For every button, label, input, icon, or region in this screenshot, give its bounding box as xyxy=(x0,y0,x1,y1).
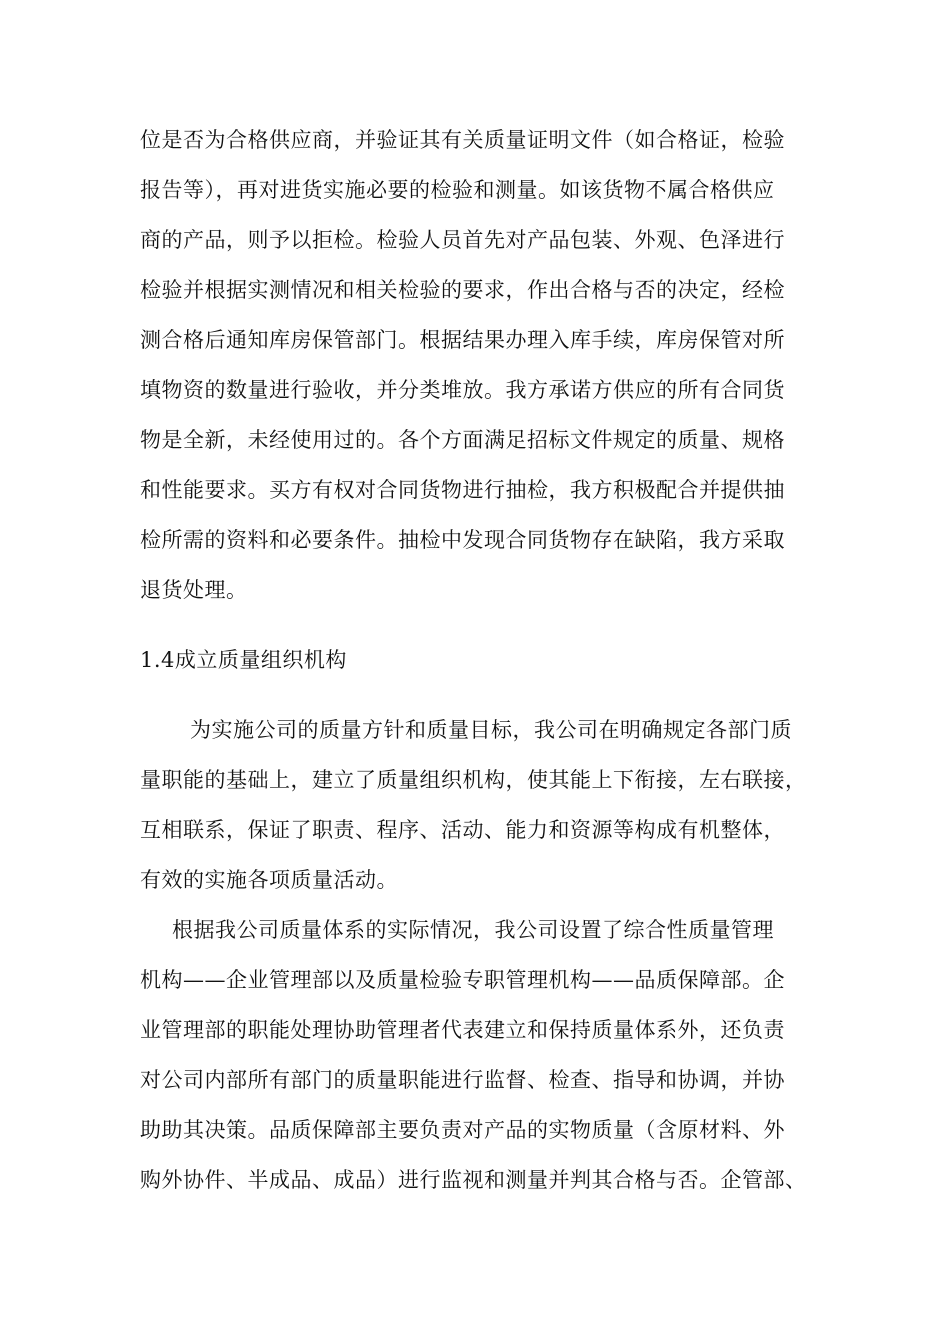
paragraph1-line-7: 物是全新，未经使用过的。各个方面满足招标文件规定的质量、规格 xyxy=(140,428,785,452)
paragraph1-line-3: 商的产品，则予以拒检。检验人员首先对产品包装、外观、色泽进行 xyxy=(140,228,785,252)
paragraph3-line-5: 助助其决策。品质保障部主要负责对产品的实物质量（含原材料、外 xyxy=(140,1118,785,1142)
paragraph1-line-4: 检验并根据实测情况和相关检验的要求，作出合格与否的决定，经检 xyxy=(140,278,785,302)
paragraph1-line-2: 报告等），再对进货实施必要的检验和测量。如该货物不属合格供应 xyxy=(140,178,775,202)
paragraph1-line-1: 位是否为合格供应商，并验证其有关质量证明文件（如合格证，检验 xyxy=(140,128,785,152)
paragraph3-line-3: 业管理部的职能处理协助管理者代表建立和保持质量体系外，还负责 xyxy=(140,1018,785,1042)
paragraph1-line-5: 测合格后通知库房保管部门。根据结果办理入库手续，库房保管对所 xyxy=(140,328,785,352)
paragraph1-line-8: 和性能要求。买方有权对合同货物进行抽检，我方积极配合并提供抽 xyxy=(140,478,785,502)
paragraph3-line-1: 根据我公司质量体系的实际情况，我公司设置了综合性质量管理 xyxy=(172,918,774,942)
section-heading: 1.4成立质量组织机构 xyxy=(140,648,347,672)
paragraph3-line-6: 购外协件、半成品、成品）进行监视和测量并判其合格与否。企管部、 xyxy=(140,1168,807,1192)
paragraph2-line-3: 互相联系，保证了职责、程序、活动、能力和资源等构成有机整体， xyxy=(140,818,785,842)
paragraph1-line-6: 填物资的数量进行验收，并分类堆放。我方承诺方供应的所有合同货 xyxy=(140,378,785,402)
paragraph1-line-9: 检所需的资料和必要条件。抽检中发现合同货物存在缺陷，我方采取 xyxy=(140,528,785,552)
paragraph1-line-10: 退货处理。 xyxy=(140,578,248,602)
paragraph3-line-2: 机构——企业管理部以及质量检验专职管理机构——品质保障部。企 xyxy=(140,968,785,992)
paragraph2-line-1: 为实施公司的质量方针和质量目标，我公司在明确规定各部门质 xyxy=(190,718,792,742)
paragraph2-line-2: 量职能的基础上，建立了质量组织机构，使其能上下衔接，左右联接， xyxy=(140,768,807,792)
paragraph3-line-4: 对公司内部所有部门的质量职能进行监督、检查、指导和协调，并协 xyxy=(140,1068,785,1092)
paragraph2-line-4: 有效的实施各项质量活动。 xyxy=(140,868,398,892)
